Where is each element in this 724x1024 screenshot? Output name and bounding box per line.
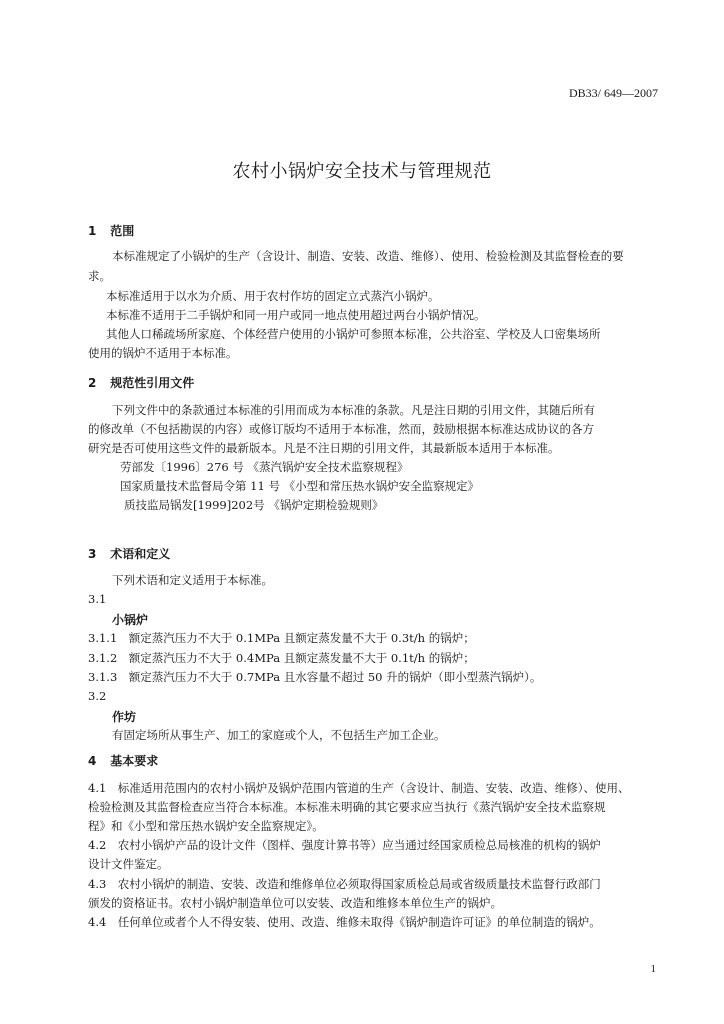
section-3-heading <box>88 545 170 562</box>
clause-line: 检验检测及其监督检查应当符合本标准。本标准未明确的其它要求应当执行《蒸汽锅炉安全技术监察规 <box>88 800 606 814</box>
paragraph-line: 本标准适用于以水为介质、用于农村作坊的固定立式蒸汽小锅炉。 <box>106 289 440 303</box>
paragraph-line: 本标准规定了小锅炉的生产（含设计、制造、安装、改造、维修）、使用、检验检测及其监督检查的要 <box>112 249 624 263</box>
document-title: 农村小锅炉安全技术与管理规范 <box>232 161 492 182</box>
standard-code: DB33/ 649—2007 <box>568 86 658 100</box>
section-2-heading <box>88 374 194 391</box>
clause-line: 4.2 农村小锅炉产品的设计文件（图样、强度计算书等）应当通过经国家质检总局核准的机构的锅炉 <box>88 838 601 852</box>
clause-item: 3.1.2 额定蒸汽压力不大于 0.4MPa 且额定蒸发量不大于 0.1t/h 的锅炉； <box>88 651 475 665</box>
section-title: 基本要求 <box>110 754 159 768</box>
paragraph-line: 的修改单（不包括勘误的内容）或修订版均不适用于本标准，然而，鼓励根据本标准达成协议的各方 <box>88 422 594 436</box>
section-1-heading <box>88 222 134 239</box>
page-number: 1 <box>650 963 656 975</box>
term-name: 作坊 <box>112 710 137 724</box>
section-title: 范围 <box>110 224 135 238</box>
paragraph-line: 下列文件中的条款通过本标准的引用而成为本标准的条款。凡是注日期的引用文件，其随后所有 <box>112 403 595 417</box>
clause-line: 4.3 农村小锅炉的制造、安装、改造和维修单位必须取得国家质检总局或省级质量技术监督行政部门 <box>88 877 601 891</box>
section-title: 规范性引用文件 <box>110 376 195 390</box>
clause-line: 颁发的资格证书。农村小锅炉制造单位可以安装、改造和维修本单位生产的锅炉。 <box>88 896 502 910</box>
reference-item: 劳部发〔1996〕276 号 《蒸汽锅炉安全技术监察规程》 <box>120 460 409 474</box>
term-name: 小锅炉 <box>112 613 149 627</box>
section-number: 3 <box>88 547 97 561</box>
paragraph-line: 使用的锅炉不适用于本标准。 <box>88 346 238 360</box>
clause-item: 3.1.3 额定蒸汽压力不大于 0.7MPa 且水容量不超过 50 升的锅炉（即小型蒸汽锅炉）。 <box>88 670 542 684</box>
reference-item: 质技监局锅发[1999]202号 《锅炉定期检验规则》 <box>124 498 384 512</box>
paragraph-line: 其他人口稀疏场所家庭、个体经营户使用的小锅炉可参照本标准，公共浴室、学校及人口密集场所 <box>106 327 601 341</box>
paragraph-line: 求。 <box>88 269 111 283</box>
section-title: 术语和定义 <box>110 547 171 561</box>
section-4-heading <box>88 752 158 769</box>
term-definition: 有固定场所从事生产、加工的家庭或个人，不包括生产加工企业。 <box>112 728 446 742</box>
clause-line: 程》和《小型和常压热水锅炉安全监察规定》。 <box>88 819 324 833</box>
clause-item: 3.1.1 额定蒸汽压力不大于 0.1MPa 且额定蒸发量不大于 0.3t/h 的锅炉； <box>88 631 475 645</box>
clause-line: 4.1 标准适用范围内的农村小锅炉及锅炉范围内管道的生产（含设计、制造、安装、改造、维修）、使用、 <box>88 781 630 795</box>
section-number: 4 <box>88 754 97 768</box>
section-number: 1 <box>88 224 97 238</box>
paragraph-line: 研究是否可使用这些文件的最新版本。凡是不注日期的引用文件，其最新版本适用于本标准。 <box>88 441 560 455</box>
paragraph-line: 下列术语和定义适用于本标准。 <box>112 573 273 587</box>
clause-line: 4.4 任何单位或者个人不得安装、使用、改造、维修未取得《锅炉制造许可证》的单位制造的锅炉。 <box>88 915 601 929</box>
paragraph-line: 本标准不适用于二手锅炉和同一用户或同一地点使用超过两台小锅炉情况。 <box>106 308 486 322</box>
reference-item: 国家质量技术监督局令第 11 号 《小型和常压热水锅炉安全监察规定》 <box>120 479 480 493</box>
clause-line: 设计文件鉴定。 <box>88 857 169 871</box>
clause-number: 3.2 <box>88 689 107 703</box>
clause-number: 3.1 <box>88 592 107 606</box>
section-number: 2 <box>88 376 97 390</box>
